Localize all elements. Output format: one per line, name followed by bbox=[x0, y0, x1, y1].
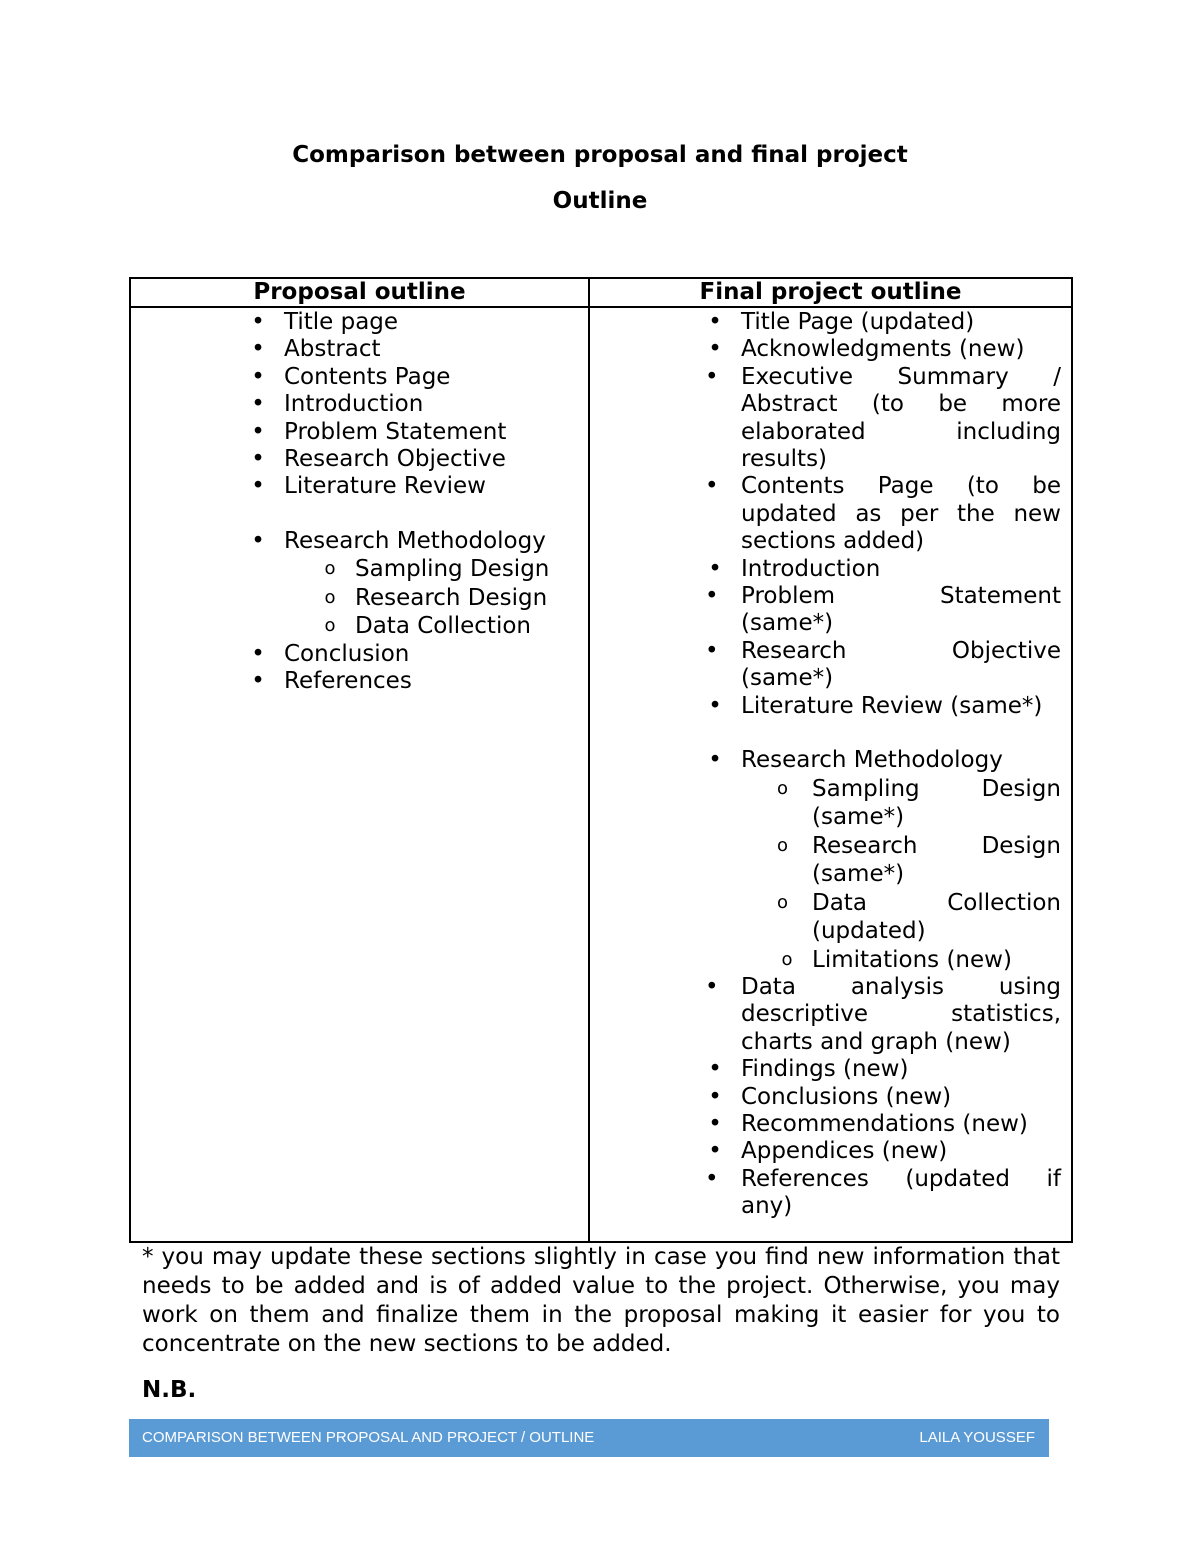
sub-list-item: o Research Design bbox=[355, 584, 588, 613]
page-footer bbox=[129, 1419, 1049, 1457]
circle-bullet-icon: o bbox=[777, 834, 789, 856]
bullet-icon: • bbox=[705, 1165, 719, 1192]
list-item: • Research Objective (same*) bbox=[705, 637, 1061, 692]
circle-bullet-icon: o bbox=[781, 948, 793, 970]
circle-bullet-icon: o bbox=[777, 777, 789, 799]
bullet-icon: • bbox=[708, 1138, 722, 1165]
list-item: • Literature Review (same*) bbox=[741, 693, 1061, 720]
bullet-icon: • bbox=[708, 1111, 722, 1138]
footnote-paragraph: * you may update these sections slightly in case you find new information that needs to be added and is of added value to the project. Otherwise, you may work on them and finalize them in the proposal making it easier for you to concentrate on the new sections to be added. bbox=[142, 1244, 1060, 1357]
table-body-row bbox=[130, 307, 1072, 1242]
circle-bullet-icon: o bbox=[324, 615, 336, 637]
list-item: • Appendices (new) bbox=[741, 1138, 1061, 1165]
final-outline-list bbox=[590, 308, 1071, 1221]
list-item: • Conclusions (new) bbox=[741, 1084, 1061, 1111]
sub-list-item: o Data Collection (updated) bbox=[777, 889, 1061, 944]
list-item: • Findings (new) bbox=[741, 1056, 1061, 1083]
bullet-icon: • bbox=[251, 418, 265, 445]
bullet-icon: • bbox=[708, 692, 722, 719]
bullet-icon: • bbox=[708, 1056, 722, 1083]
list-item: • Problem Statement (same*) bbox=[705, 583, 1061, 637]
list-item: • Introduction bbox=[284, 391, 588, 418]
proposal-outline-header: Proposal outline bbox=[130, 278, 589, 307]
list-item: • Research Methodology o Sampling Design o Research Design o Data Collection bbox=[284, 528, 588, 641]
final-methodology-sublist bbox=[741, 775, 1061, 975]
outline-comparison-table bbox=[129, 277, 1073, 1243]
final-outline-header: Final project outline bbox=[589, 278, 1072, 307]
list-item: • Contents Page (to be updated as per the new sections added) bbox=[705, 473, 1061, 555]
bullet-icon: • bbox=[705, 363, 719, 390]
bullet-icon: • bbox=[705, 583, 719, 610]
bullet-icon: • bbox=[708, 309, 722, 335]
sub-list-item: o Data Collection bbox=[355, 612, 588, 641]
sub-list-item: o Research Design (same*) bbox=[777, 832, 1061, 887]
list-item: • Research Methodology o Sampling Design (same*) o Research Design (same*) o Data Collection (updated) o Limitations (new) bbox=[741, 747, 1061, 974]
list-item: • Research Objective bbox=[284, 446, 588, 473]
nb-heading: N.B. bbox=[142, 1377, 197, 1403]
list-item: • Abstract bbox=[284, 336, 588, 363]
list-item: • Title Page (updated) bbox=[741, 309, 1061, 336]
bullet-icon: • bbox=[708, 336, 722, 363]
bullet-icon: • bbox=[708, 1083, 722, 1110]
list-item: • Literature Review bbox=[284, 473, 588, 500]
list-item: • References (updated if any) bbox=[705, 1165, 1061, 1220]
list-item: • Introduction bbox=[741, 556, 1061, 583]
list-item: • Title page bbox=[284, 309, 588, 336]
bullet-icon: • bbox=[251, 668, 265, 695]
list-item: • Executive Summary / Abstract (to be more elaborated including results) bbox=[705, 363, 1061, 473]
list-item: • Recommendations (new) bbox=[741, 1111, 1061, 1138]
circle-bullet-icon: o bbox=[324, 586, 336, 608]
bullet-icon: • bbox=[708, 747, 722, 774]
bullet-icon: • bbox=[251, 473, 265, 500]
footer-title: COMPARISON BETWEEN PROPOSAL AND PROJECT / OUTLINE bbox=[142, 1429, 595, 1446]
bullet-icon: • bbox=[251, 391, 265, 418]
bullet-icon: • bbox=[251, 527, 265, 554]
list-item: • References bbox=[284, 668, 588, 695]
final-outline-cell bbox=[589, 307, 1072, 1242]
bullet-icon: • bbox=[708, 555, 722, 582]
list-item: • Data analysis using descriptive statistics, charts and graph (new) bbox=[705, 974, 1061, 1055]
sub-list-item: o Sampling Design bbox=[355, 555, 588, 584]
bullet-icon: • bbox=[251, 363, 265, 390]
bullet-icon: • bbox=[251, 336, 265, 363]
list-item: • Conclusion bbox=[284, 641, 588, 668]
bullet-icon: • bbox=[705, 473, 719, 500]
bullet-icon: • bbox=[705, 637, 719, 664]
document-title: Comparison between proposal and final project bbox=[292, 142, 908, 168]
list-item: • Problem Statement bbox=[284, 419, 588, 446]
list-item: • Contents Page bbox=[284, 364, 588, 391]
bullet-icon: • bbox=[705, 974, 719, 1000]
sub-list-item: o Sampling Design (same*) bbox=[777, 775, 1061, 830]
table-header-row bbox=[130, 278, 1072, 307]
list-item: • Acknowledgments (new) bbox=[741, 336, 1061, 363]
bullet-icon: • bbox=[251, 640, 265, 667]
proposal-outline-cell bbox=[130, 307, 589, 1242]
proposal-outline-list bbox=[131, 308, 588, 696]
circle-bullet-icon: o bbox=[777, 891, 789, 913]
proposal-methodology-sublist bbox=[284, 555, 588, 641]
circle-bullet-icon: o bbox=[324, 558, 336, 580]
document-subtitle: Outline bbox=[552, 188, 648, 214]
sub-list-item: o Limitations (new) bbox=[812, 946, 1061, 975]
bullet-icon: • bbox=[251, 309, 265, 335]
footer-author: LAILA YOUSSEF bbox=[919, 1429, 1035, 1446]
bullet-icon: • bbox=[251, 446, 265, 473]
